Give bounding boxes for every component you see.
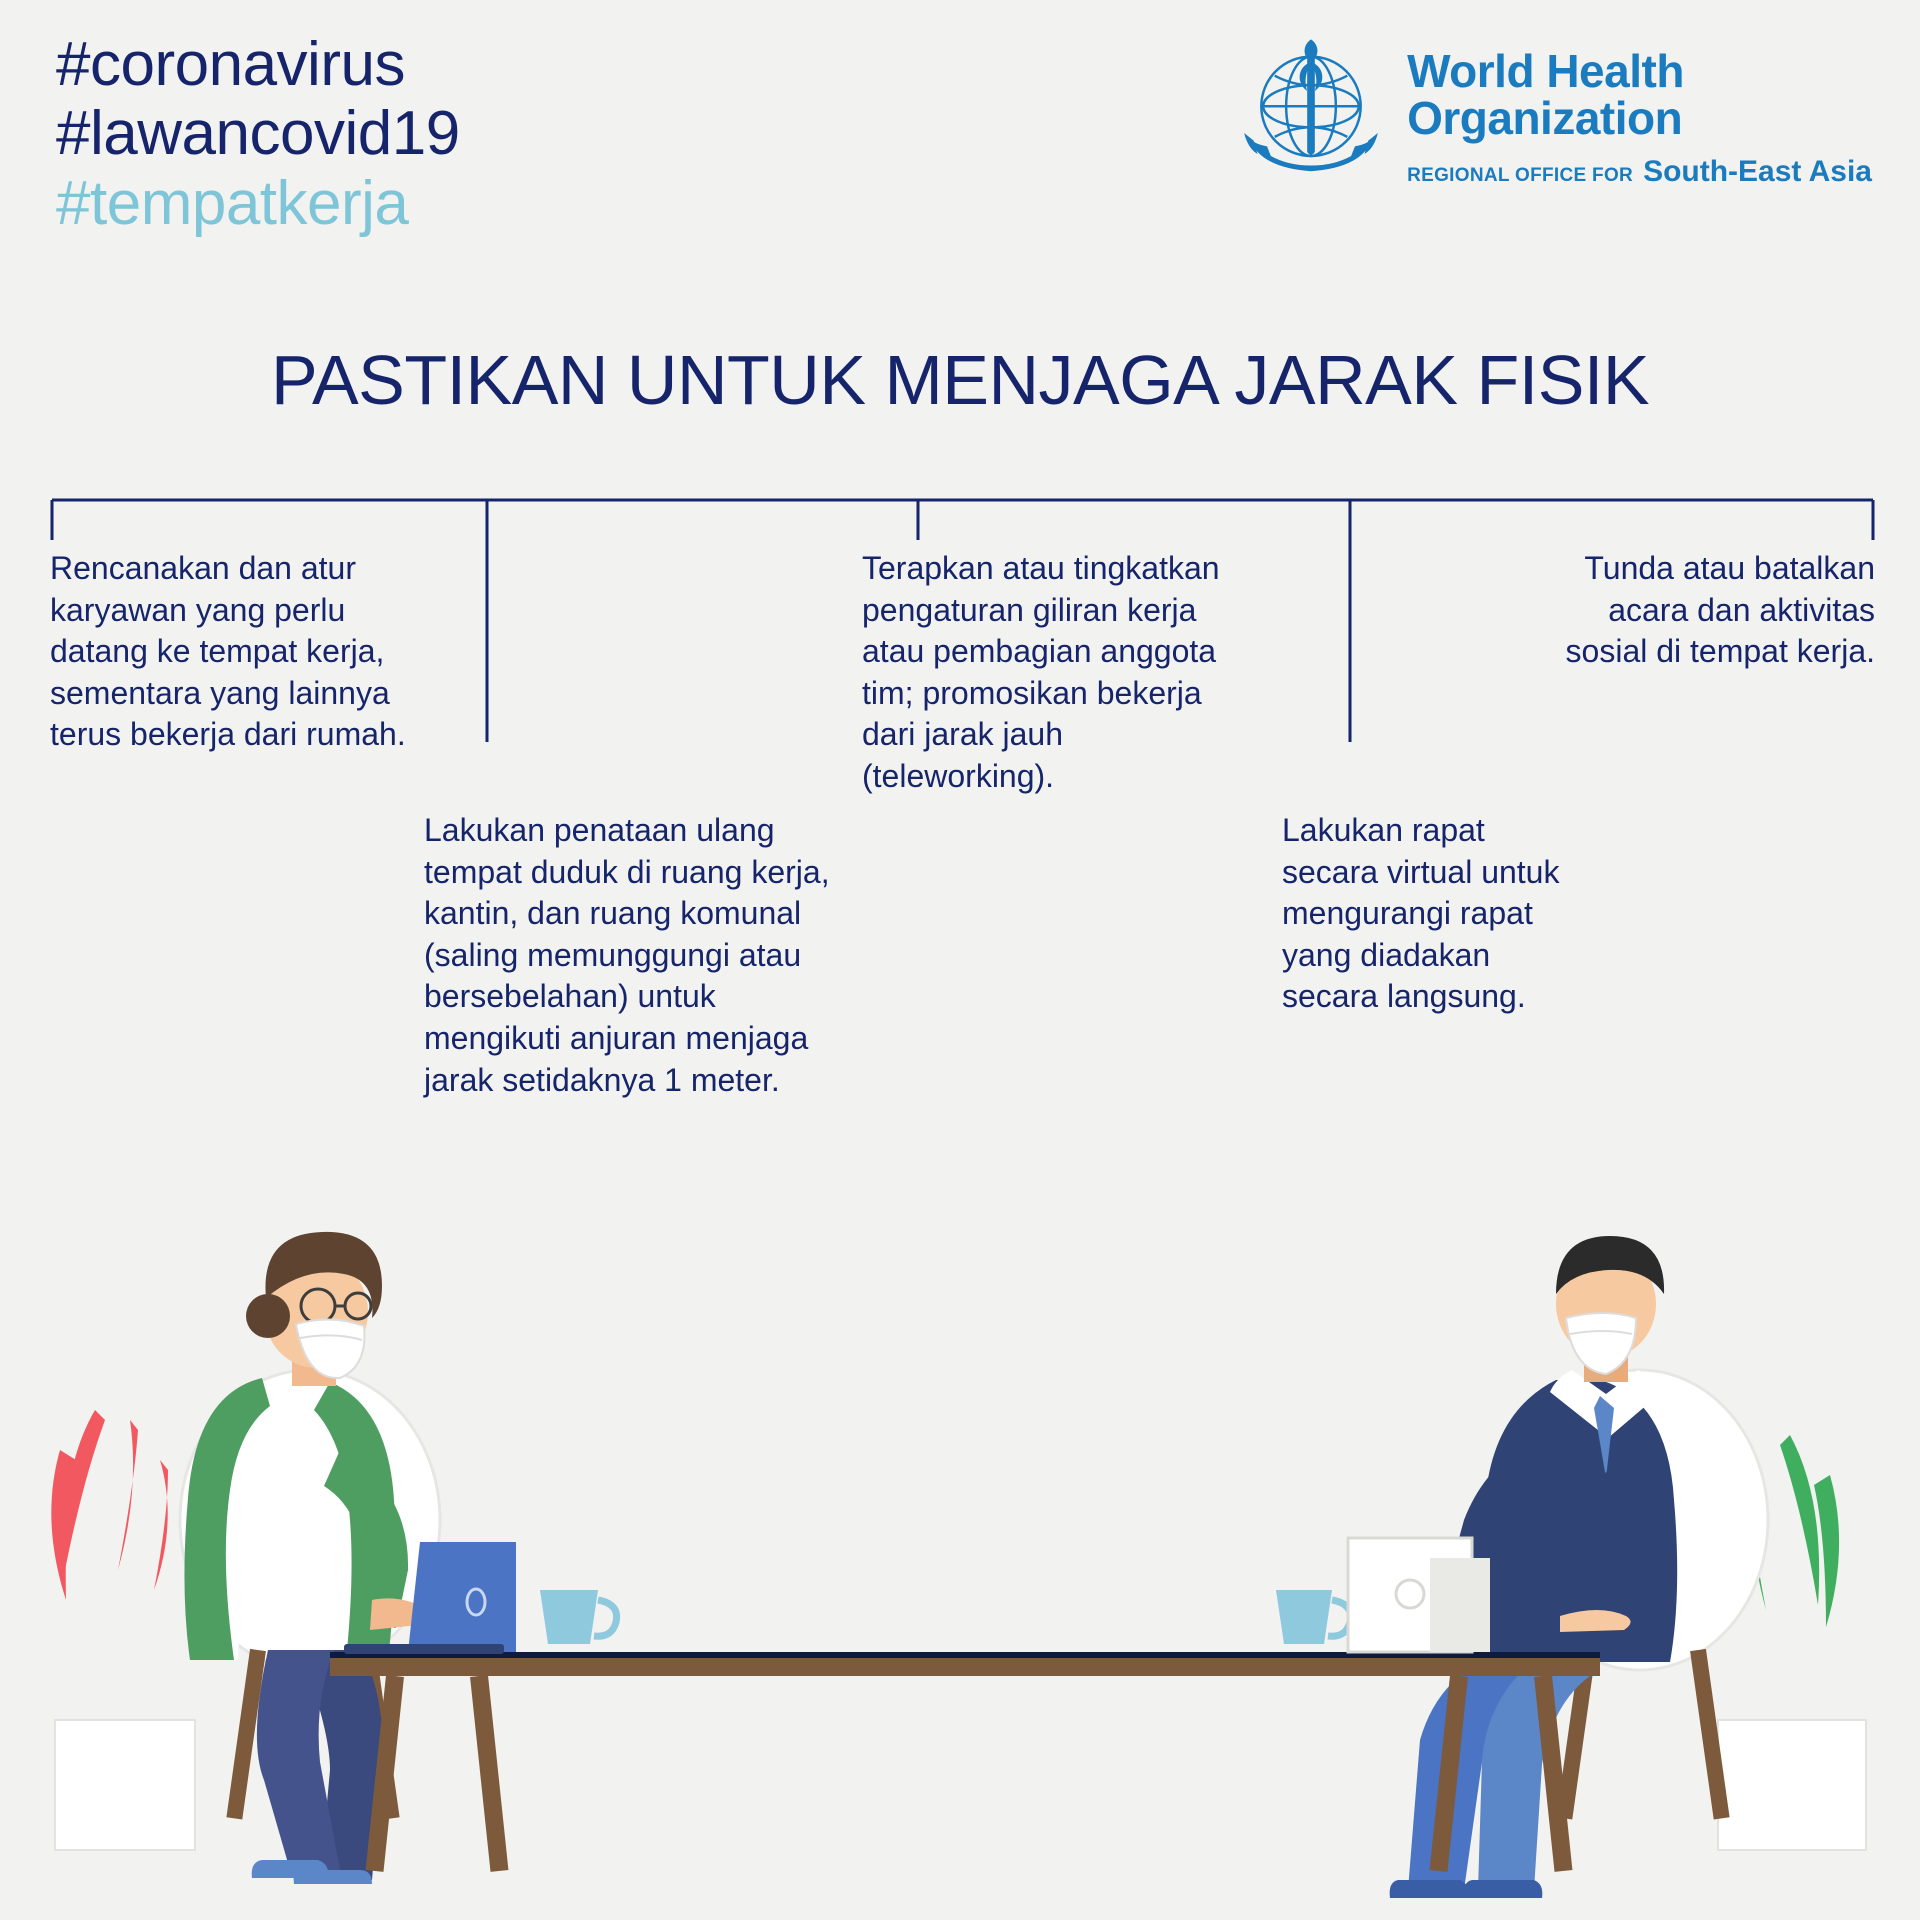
coffee-cup-left-icon	[540, 1590, 617, 1644]
tip-5-text: Tunda atau batalkan acara dan aktivitas sosial di tempat kerja.	[1565, 550, 1875, 670]
who-region-name: South-East Asia	[1643, 154, 1872, 188]
who-regional-label: REGIONAL OFFICE FOR	[1407, 164, 1634, 186]
coffee-cup-right-icon	[1276, 1590, 1351, 1644]
hashtag-tempatkerja: #tempatkerja	[56, 168, 409, 238]
who-name-line-1: World Health	[1407, 45, 1684, 97]
tip-4-text: Lakukan rapat secara virtual untuk mengurangi rapat yang diadakan secara langsung.	[1282, 812, 1560, 1015]
page-title: PASTIKAN UNTUK MENJAGA JARAK FISIK	[270, 341, 1650, 419]
who-region-row	[1407, 155, 1872, 189]
who-logo	[1225, 26, 1872, 198]
hashtag-coronavirus: #coronavirus	[56, 30, 405, 99]
who-emblem-icon	[1225, 26, 1397, 198]
hashtag-lawancovid19: #lawancovid19	[56, 99, 460, 169]
plant-left-icon	[51, 1410, 195, 1850]
monitor-icon	[1348, 1538, 1490, 1652]
illustration-two-people-at-desk	[0, 1220, 1920, 1920]
tip-2-text: Lakukan penataan ulang tempat duduk di ruang kerja, kantin, dan ruang komunal (saling memunggungi atau bersebelahan) untuk mengikuti anjuran menjaga jarak setidaknya 1 meter.	[424, 812, 830, 1098]
long-desk	[330, 1652, 1600, 1872]
who-name-line-2: Organization	[1407, 92, 1683, 145]
person-left-woman	[180, 1232, 440, 1884]
tip-3-text: Terapkan atau tingkatkan pengaturan giliran kerja atau pembagian anggota tim; promosikan bekerja dari jarak jauh (teleworking).	[862, 550, 1220, 794]
tip-1-text: Rencanakan dan atur karyawan yang perlu datang ke tempat kerja, sementara yang lainnya terus bekerja dari rumah.	[50, 550, 406, 753]
hashtag-block	[56, 30, 460, 238]
who-wordmark	[1407, 26, 1872, 189]
